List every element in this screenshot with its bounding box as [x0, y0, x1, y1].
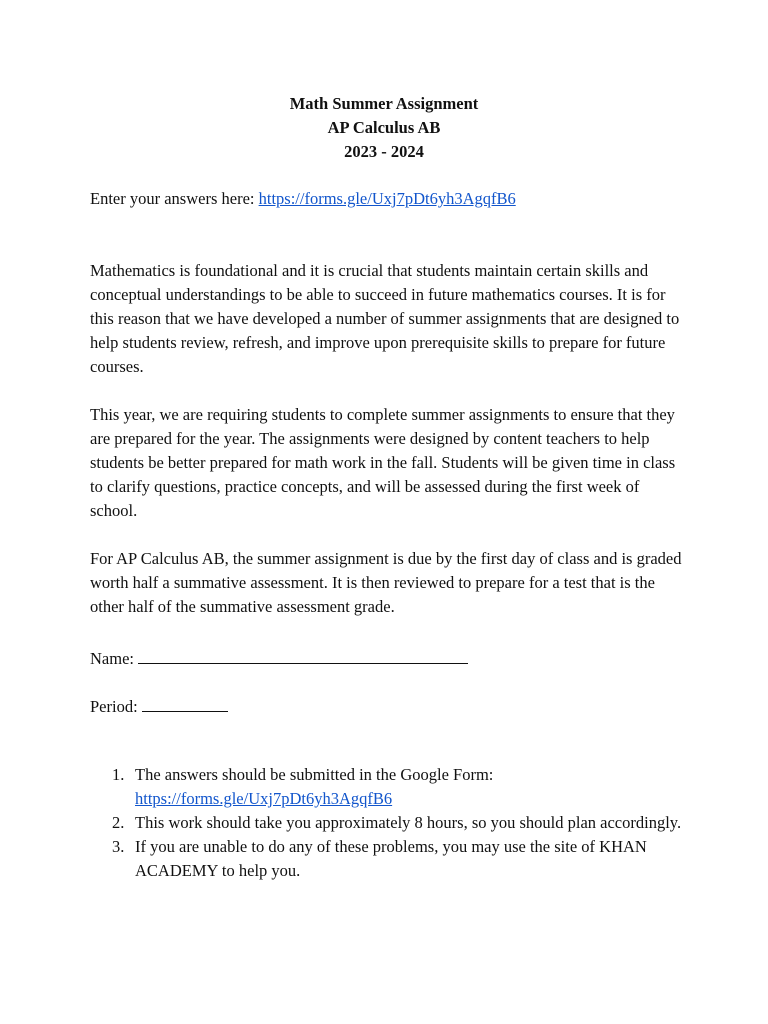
course-name: AP Calculus AB [327, 118, 441, 137]
list-item [90, 835, 690, 883]
document-title: Math Summer Assignment [289, 94, 479, 113]
list-item-number: 1. [112, 765, 125, 784]
answers-form-link[interactable]: https://forms.gle/Uxj7pDt6yh3AgqfB6 [258, 189, 516, 208]
answers-label: Enter your answers here: [90, 189, 259, 208]
requirement-paragraph: This year, we are requiring students to complete summer assignments to ensure that they are prepared for the year. The assignments were designed by content teachers to help students be better prepared for math work in the fall. Students will be given time in class to clarify questions, practice concepts, and will be assessed during the first week of school. [90, 405, 676, 520]
name-label: Name: [90, 649, 134, 668]
list-item [90, 811, 690, 835]
list-item-text: The answers should be submitted in the Google Form: [135, 765, 494, 784]
period-label: Period: [90, 697, 138, 716]
list-item-text: If you are unable to do any of these problems, you may use the site of KHAN ACADEMY to help you. [135, 837, 647, 880]
name-blank[interactable] [138, 643, 468, 664]
grading-paragraph: For AP Calculus AB, the summer assignment is due by the first day of class and is graded worth half a summative assessment. It is then reviewed to prepare for a test that is the other half of the summative assessment grade. [90, 549, 682, 616]
period-field-row [90, 691, 690, 719]
school-year: 2023 - 2024 [344, 142, 424, 161]
list-item-number: 3. [112, 837, 125, 856]
answers-line [90, 187, 690, 211]
name-field-row [90, 643, 690, 671]
instructions-list [90, 763, 690, 883]
instruction-form-link[interactable]: https://forms.gle/Uxj7pDt6yh3AgqfB6 [135, 789, 393, 808]
title-block [0, 92, 768, 164]
list-item-text: This work should take you approximately 8 hours, so you should plan accordingly. [135, 813, 682, 832]
list-item-number: 2. [112, 813, 125, 832]
period-blank[interactable] [142, 691, 228, 712]
list-item [90, 763, 690, 811]
intro-paragraph: Mathematics is foundational and it is crucial that students maintain certain skills and conceptual understandings to be able to succeed in future mathematics courses. It is for this reason that we have developed a number of summer assignments that are designed to help students review, refresh, and improve upon prerequisite skills to prepare for future courses. [90, 261, 680, 376]
